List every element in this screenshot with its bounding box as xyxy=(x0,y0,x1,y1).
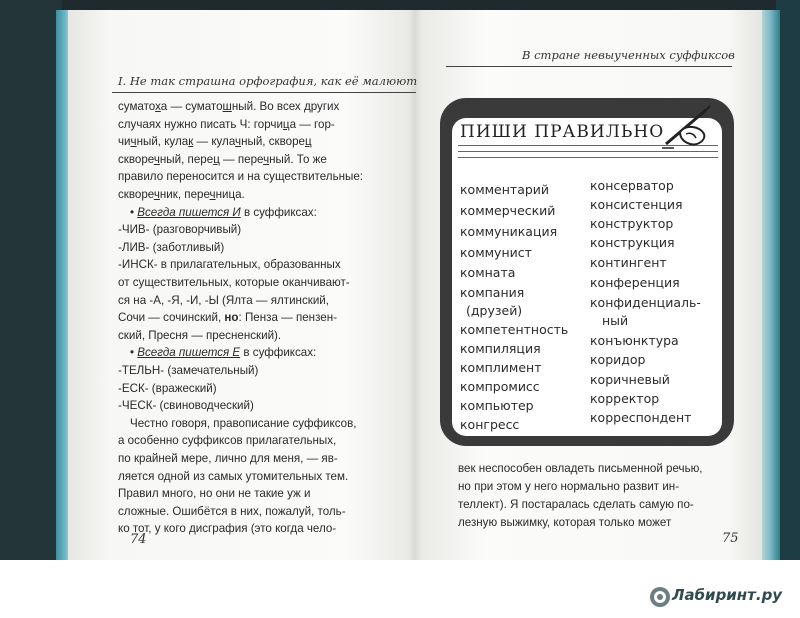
text-segment: -ЧИВ- (разговорчивый) xyxy=(118,223,242,237)
card-word-right: консерватор xyxy=(590,178,674,193)
card-word-left: комплимент xyxy=(460,360,542,375)
text-line: лезную выжимку, которая только может xyxy=(458,516,672,529)
text-segment: ч xyxy=(130,135,137,149)
text-line xyxy=(118,364,258,377)
text-segment: сложные. Ошибётся в них, пожалуй, толь- xyxy=(118,504,346,518)
book-cover-left xyxy=(0,0,62,560)
text-segment: ц xyxy=(282,117,290,131)
text-segment: ница. xyxy=(215,188,245,201)
card-word-left: компания xyxy=(460,285,525,300)
text-segment: к xyxy=(188,135,194,149)
text-segment: от существительных, которые оканчивают- xyxy=(118,276,350,289)
text-segment: -ЧЕСК- (свиноводческий) xyxy=(118,399,254,413)
card-word-left: (друзей) xyxy=(466,303,523,318)
text-segment: Сочи — сочинский, xyxy=(118,311,225,325)
text-segment: -ТЕЛЬН- (замечательный) xyxy=(118,364,259,377)
text-line xyxy=(118,487,310,500)
text-segment: ко тот, у кого дисграфия (это когда чело- xyxy=(118,522,337,536)
right-header-rule xyxy=(446,66,732,67)
text-line xyxy=(118,223,241,236)
text-segment: скворе xyxy=(118,152,154,166)
card-word-right: корреспондент xyxy=(590,410,692,425)
text-line xyxy=(118,100,339,113)
text-segment: ц xyxy=(304,135,312,149)
card-word-right: конференция xyxy=(590,275,680,290)
right-page-number: 75 xyxy=(722,531,739,546)
card-word-left: компьютер xyxy=(460,398,534,413)
text-line xyxy=(118,311,337,324)
text-segment: сумато xyxy=(118,100,156,113)
text-line xyxy=(118,470,348,483)
text-line xyxy=(118,188,245,201)
text-segment: ч xyxy=(153,152,160,166)
card-title-rule xyxy=(458,157,718,158)
card-word-left: комната xyxy=(460,265,516,280)
text-line: теллект). Я постаралась сделать самую по- xyxy=(458,498,694,511)
text-line xyxy=(118,505,346,518)
text-segment: ник, пере xyxy=(159,188,210,201)
rule-card-title: ПИШИ ПРАВИЛЬНО xyxy=(460,122,665,142)
text-segment: но xyxy=(224,311,239,325)
text-segment: • xyxy=(130,346,138,360)
card-word-right: конфиденциаль- xyxy=(590,295,701,310)
text-line xyxy=(118,276,350,289)
card-word-right: консистенция xyxy=(590,197,683,212)
card-word-right: конструкция xyxy=(590,235,675,250)
card-word-right: коридор xyxy=(590,352,646,367)
text-line xyxy=(118,382,217,395)
text-segment: а особенно суффиксов прилагательных, xyxy=(118,434,337,448)
text-line xyxy=(118,329,281,342)
text-segment: Всегда пишется Е xyxy=(137,346,241,360)
card-word-right: конъюнктура xyxy=(590,333,679,348)
card-word-right: конструктор xyxy=(590,216,674,231)
card-word-right: контингент xyxy=(590,255,667,270)
card-word-left: комментарий xyxy=(460,182,550,197)
card-word-left: конгресс xyxy=(460,417,520,432)
text-segment: ляется одной из самых утомительных тем. xyxy=(118,469,349,483)
text-line xyxy=(130,417,356,430)
text-segment: ся на -А, -Я, -И, -Ы (Ялта — ялтинский, xyxy=(118,293,329,307)
text-segment: — пере xyxy=(219,152,264,166)
text-segment: ный, пере xyxy=(159,152,214,166)
text-segment: ш xyxy=(222,100,232,113)
text-segment: ский, Пресня — пресненский). xyxy=(118,328,282,342)
text-segment: ный. Во всех других xyxy=(231,100,340,113)
text-line xyxy=(118,452,338,465)
text-segment: ный. То же xyxy=(269,152,327,166)
text-line xyxy=(118,294,329,307)
text-segment: в суффиксах: xyxy=(240,346,317,360)
card-word-right: коричневый xyxy=(590,372,670,387)
text-segment: Правил много, но они не такие уж и xyxy=(118,487,311,501)
text-segment: -ИНСК- в прилагательных, образованных xyxy=(118,258,341,272)
text-line xyxy=(118,135,312,148)
text-segment: Всегда пишется И xyxy=(137,205,241,219)
text-segment: случаях нужно писать Ч: горчи xyxy=(118,117,283,131)
text-segment: -ЛИВ- (заботливый) xyxy=(118,240,225,254)
text-line: век неспособен овладеть письменной речью, xyxy=(458,462,703,475)
card-word-right: корректор xyxy=(590,391,660,406)
text-segment: Честно говоря, правописание суффиксов, xyxy=(130,416,357,430)
card-word-right: ный xyxy=(602,313,629,328)
card-word-left: компиляция xyxy=(460,341,541,356)
text-segment: ч xyxy=(153,188,160,201)
text-segment: ч xyxy=(235,135,242,149)
text-segment: а — сумато xyxy=(160,100,223,113)
text-segment: -ЕСК- (вражеский) xyxy=(118,381,217,395)
text-segment: х xyxy=(155,100,161,113)
text-segment: • xyxy=(130,205,138,219)
text-line xyxy=(118,153,327,166)
card-word-left: компромисс xyxy=(460,379,540,394)
pen-in-hand-icon xyxy=(660,104,716,152)
left-header-rule xyxy=(112,92,416,93)
text-segment: — кула xyxy=(193,135,236,149)
text-segment: а — гор- xyxy=(289,117,335,131)
card-word-left: коммунист xyxy=(460,245,532,260)
text-segment: по крайней мере, лично для меня, — яв- xyxy=(118,452,338,465)
text-line: но при этом у него нормально развит ин- xyxy=(458,480,680,493)
text-segment: : Пенза — пензен- xyxy=(238,311,337,325)
text-line xyxy=(118,522,336,535)
text-segment: скворе xyxy=(118,188,154,201)
left-page-number: 74 xyxy=(130,532,147,547)
text-line xyxy=(118,434,336,447)
card-word-left: коммуникация xyxy=(460,224,558,239)
text-line xyxy=(118,118,335,131)
card-word-left: компетентность xyxy=(460,322,569,337)
text-segment: ч xyxy=(263,152,270,166)
text-segment: ц xyxy=(213,152,220,166)
card-word-left: коммерческий xyxy=(460,203,556,218)
text-segment: чи xyxy=(118,135,131,149)
text-line xyxy=(118,399,254,412)
watermark-text: Лабиринт.ру xyxy=(672,586,783,604)
left-running-header: I. Не так страшна орфография, как её малюют xyxy=(118,74,418,88)
text-segment: в суффиксах: xyxy=(240,205,317,219)
text-line xyxy=(130,206,317,219)
text-segment: ный, кула xyxy=(136,135,189,149)
text-line xyxy=(118,241,224,254)
text-segment: ный, скворе xyxy=(241,135,305,149)
text-line xyxy=(130,346,316,359)
text-line xyxy=(118,258,341,271)
text-segment: правило переносится и на существительные: xyxy=(118,170,364,184)
text-segment: ч xyxy=(209,188,216,201)
right-running-header: В стране невыученных суффиксов xyxy=(522,48,735,62)
text-line xyxy=(118,170,363,183)
